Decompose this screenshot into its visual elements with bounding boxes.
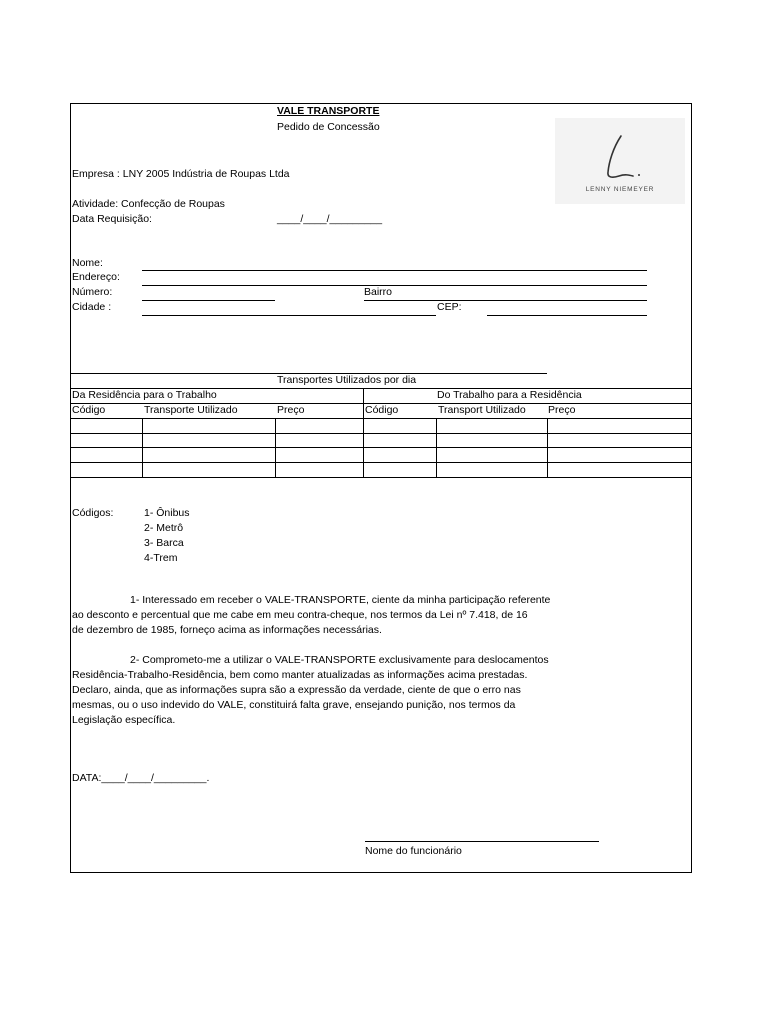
endereco-field[interactable] xyxy=(142,285,647,286)
declaration-line: mesmas, ou o uso indevido do VALE, constituirá falta grave, ensejando punição, nos termos da xyxy=(72,699,516,711)
declaration-line: de dezembro de 1985, forneço acima as informações necessárias. xyxy=(72,624,382,636)
form-title: VALE TRANSPORTE xyxy=(277,105,380,117)
nome-label: Nome: xyxy=(72,257,103,269)
codes-label: Códigos: xyxy=(72,507,114,519)
code-item: 2- Metrô xyxy=(144,522,184,534)
table-row-line xyxy=(71,433,692,434)
table-row-line xyxy=(71,418,692,419)
company-logo xyxy=(555,118,685,204)
table-divider xyxy=(436,418,437,477)
declaration-line: ao desconto e percentual que me cabe em meu contra-cheque, nos termos da Lei nº 7.418, de 16 xyxy=(72,609,528,621)
right-group-title: Do Trabalho para a Residência xyxy=(437,389,582,401)
svg-text:LENNY NIEMEYER: LENNY NIEMEYER xyxy=(585,186,655,193)
endereco-label: Endereço: xyxy=(72,271,120,283)
declaration-paragraph-2 xyxy=(72,653,549,728)
declaration-paragraph-1 xyxy=(72,593,550,638)
table-row-line xyxy=(71,462,692,463)
atividade-text: Atividade: Confecção de Roupas xyxy=(72,198,225,210)
date-field[interactable]: DATA:____/____/_________. xyxy=(72,772,210,784)
declaration-line: 2- Comprometo-me a utilizar o VALE-TRANSPORTE exclusivamente para deslocamentos xyxy=(130,654,549,666)
numero-field[interactable] xyxy=(142,300,275,301)
declaration-line: Residência-Trabalho-Residência, bem como manter atualizadas as informações acima prestadas. xyxy=(72,669,528,681)
cidade-label: Cidade : xyxy=(72,301,112,313)
code-item: 3- Barca xyxy=(144,537,184,549)
declaration-line: Legislação específica. xyxy=(72,714,176,726)
code-item: 1- Ônibus xyxy=(144,507,190,519)
col-header-transporte: Transporte Utilizado xyxy=(144,404,238,416)
form-subtitle: Pedido de Concessão xyxy=(277,121,380,133)
table-divider xyxy=(142,418,143,477)
bairro-label: Bairro xyxy=(364,286,393,298)
table-divider-middle xyxy=(363,388,364,477)
declaration-line: Declaro, ainda, que as informações supra são a expressão da verdade, ciente de que o erro nas xyxy=(72,684,521,696)
col-header-codigo: Código xyxy=(72,404,106,416)
numero-label: Número: xyxy=(72,286,113,298)
signature-label: Nome do funcionário xyxy=(365,845,462,857)
nome-field[interactable] xyxy=(142,270,647,271)
declaration-line: 1- Interessado em receber o VALE-TRANSPORTE, ciente da minha participação referente xyxy=(130,594,551,606)
table-bottom-line xyxy=(71,477,692,478)
vale-transporte-form xyxy=(70,103,692,873)
data-requisicao-field[interactable]: ____/____/_________ xyxy=(277,213,383,225)
col-header-preco: Preço xyxy=(548,404,576,416)
left-group-title: Da Residência para o Trabalho xyxy=(72,389,217,401)
col-header-codigo: Código xyxy=(365,404,399,416)
col-header-transporte: Transport Utilizado xyxy=(438,404,526,416)
table-divider xyxy=(275,418,276,477)
bairro-field[interactable] xyxy=(364,300,647,301)
cidade-field[interactable] xyxy=(142,315,436,316)
signature-line[interactable] xyxy=(365,841,599,842)
transport-section-title: Transportes Utilizados por dia xyxy=(277,374,417,386)
data-requisicao-label: Data Requisição: xyxy=(72,213,152,225)
cep-label: CEP: xyxy=(437,301,462,313)
table-row-line xyxy=(71,447,692,448)
code-item: 4-Trem xyxy=(144,552,178,564)
col-header-preco: Preço xyxy=(277,404,305,416)
empresa-text: Empresa : LNY 2005 Indústria de Roupas Ltda xyxy=(72,168,290,180)
cep-field[interactable] xyxy=(487,315,647,316)
table-divider xyxy=(547,418,548,477)
